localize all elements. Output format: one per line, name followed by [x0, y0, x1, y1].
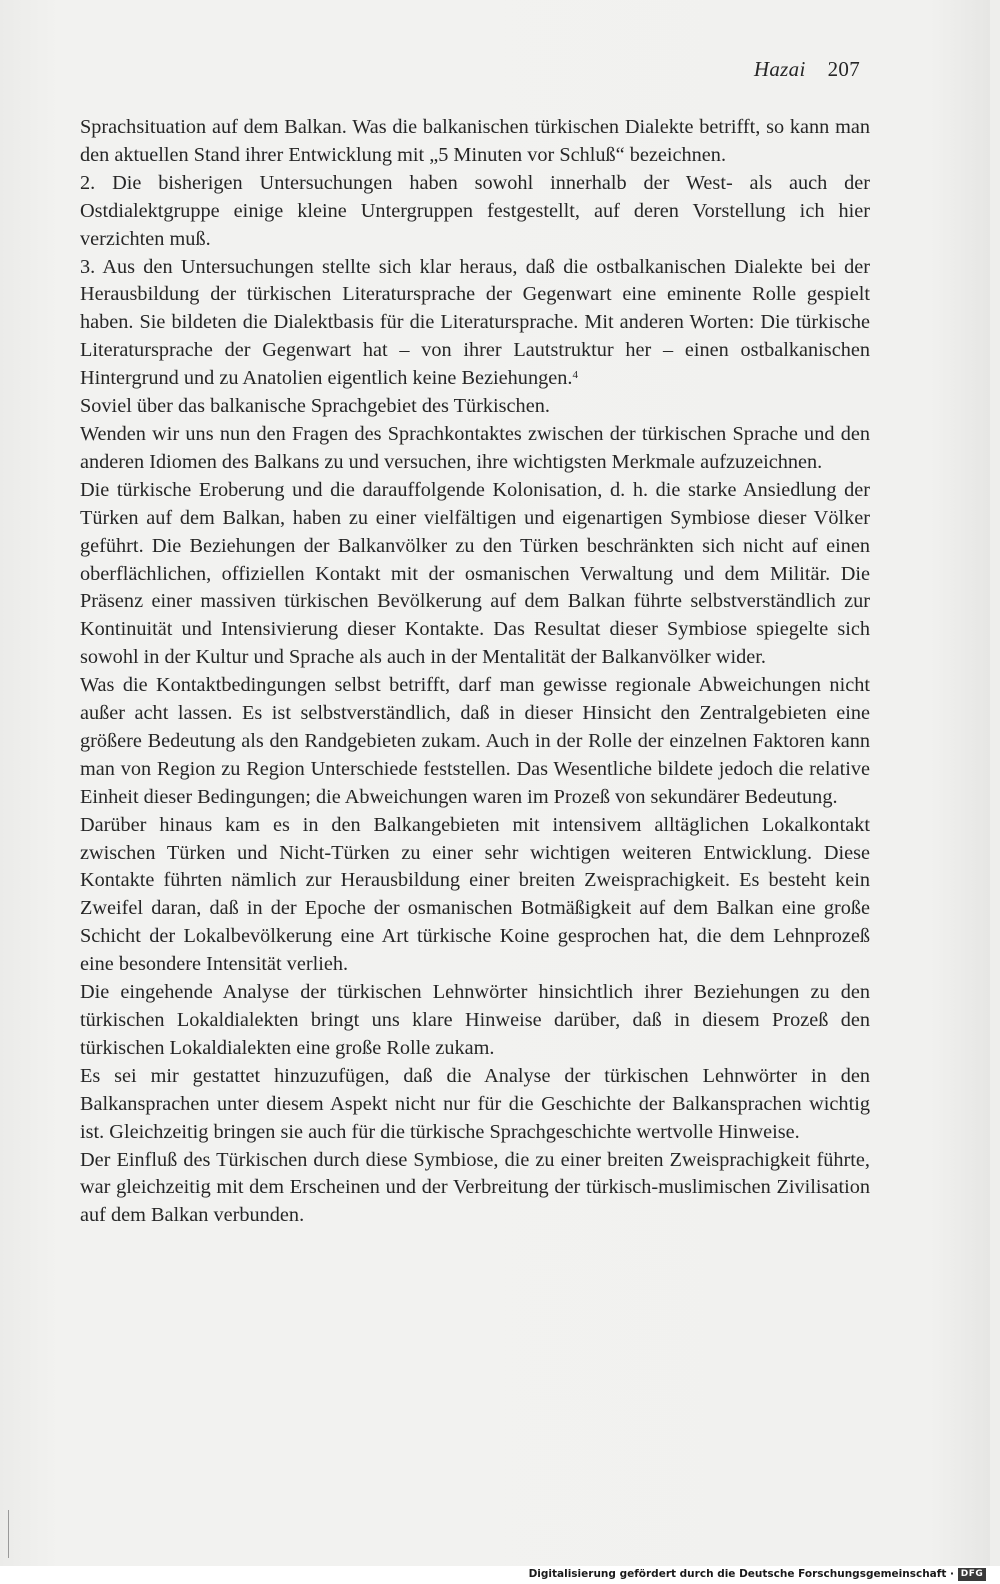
- paragraph: 2. Die bisherigen Untersuchungen haben sowohl innerhalb der West- als auch der Ostdialektgruppe einige kleine Untergruppen festgestellt, auf deren Vorstellung ich hier verzichten muß.: [80, 171, 870, 250]
- footnote-reference[interactable]: 4: [572, 369, 578, 382]
- footer-credit: Digitalisierung gefördert durch die Deutsche Forschungsgemeinschaft ·: [528, 1568, 954, 1580]
- paragraph: Soviel über das balkanische Sprachgebiet des Türkischen.: [80, 395, 550, 418]
- paragraph: Die eingehende Analyse der türkischen Lehnwörter hinsichtlich ihrer Beziehungen zu den türkischen Lokaldialekten bringt uns klare Hinweise darüber, daß in diesem Prozeß den türkischen Lokaldialekten eine große Rolle zukam.: [80, 981, 870, 1059]
- digitization-footer: [0, 1566, 1000, 1584]
- paragraph: Darüber hinaus kam es in den Balkangebieten mit intensivem alltäglichen Lokalkontakt zwischen Türken und Nicht-Türken zu einer sehr wichtigen weiteren Entwicklung. Diese Kontakte führten nämlich zur Herausbildung einer breiten Zweisprachigkeit. Es besteht kein Zweifel daran, daß in der Epoche der osmanischen Botmäßigkeit auf dem Balkan eine große Schicht der Lokalbevölkerung eine Art türkische Koine gesprochen hat, die dem Lehnprozeß eine besondere Intensität verlieh.: [80, 813, 870, 976]
- paragraph: Die türkische Eroberung und die darauffolgende Kolonisation, d. h. die starke Ansiedlung der Türken auf dem Balkan, haben zu einer vielfältigen und eigenartigen Symbiose dieser Völker geführt. Die Beziehungen der Balkanvölker zu den Türken beschränkten sich nicht auf einen oberflächlichen, offiziellen Kontakt mit der osmanischen Verwaltung und dem Militär. Die Präsenz einer massiven türkischen Bevölkerung auf dem Balkan führte selbstverständlich zur Kontinuität und Intensivierung dieser Kontakte. Das Resultat dieser Symbiose spiegelte sich sowohl in der Kultur und Sprache als auch in der Mentalität der Balkanvölker wider.: [80, 478, 870, 669]
- running-header: [754, 57, 860, 82]
- paragraph: Sprachsituation auf dem Balkan. Was die balkanischen türkischen Dialekte betrifft, so kann man den aktuellen Stand ihrer Entwicklung mit „5 Minuten vor Schluß“ bezeichnen.: [80, 116, 870, 166]
- page-number: 207: [827, 57, 860, 81]
- running-header-author: Hazai: [753, 57, 806, 81]
- paragraph: [80, 254, 870, 394]
- paragraph: Wenden wir uns nun den Fragen des Sprachkontaktes zwischen der türkischen Sprache und den anderen Idiomen des Balkans zu und versuchen, ihre wichtigsten Merkmale aufzuzeichnen.: [80, 422, 870, 473]
- paragraph: Der Einfluß des Türkischen durch diese Symbiose, die zu einer breiten Zweisprachigkeit führte, war gleichzeitig mit dem Erscheinen und der Verbreitung der türkisch-muslimischen Zivilisation auf dem Balkan verbunden.: [80, 1148, 870, 1227]
- dfg-logo-icon: DFG: [958, 1568, 986, 1581]
- paragraph: Was die Kontaktbedingungen selbst betrifft, darf man gewisse regionale Abweichungen nicht außer acht lassen. Es ist selbstverständlich, daß in dieser Hinsicht den Zentralgebieten eine größere Bedeutung als den Randgebieten zukam. Auch in der Rolle der einzelnen Faktoren kann man von Region zu Region Unterschiede feststellen. Das Wesentliche bildete jedoch die relative Einheit dieser Bedingungen; die Abweichungen waren im Prozeß von sekundärer Bedeutung.: [80, 674, 870, 808]
- paragraph: Es sei mir gestattet hinzuzufügen, daß die Analyse der türkischen Lehnwörter in den Balkansprachen unter diesem Aspekt nicht nur für die Geschichte der Balkansprachen wichtig ist. Gleichzeitig bringen sie auch für die türkische Sprachgeschichte wertvolle Hinweise.: [80, 1064, 870, 1143]
- paragraph-text: 3. Aus den Untersuchungen stellte sich klar heraus, daß die ostbalkanischen Dialekte bei der Herausbildung der türkischen Literatursprache der Gegenwart eine eminente Rolle gespielt haben. Sie bildeten die Dialektbasis für die Literatursprache. Mit anderen Worten: Die türkische Literatursprache der Gegenwart hat – von ihrer Lautstruktur her – einen ostbalkanischen Hintergrund und zu Anatolien eigentlich keine Beziehungen.: [80, 255, 870, 390]
- body-text: [80, 114, 870, 1230]
- scan-margin-line: [8, 1510, 9, 1558]
